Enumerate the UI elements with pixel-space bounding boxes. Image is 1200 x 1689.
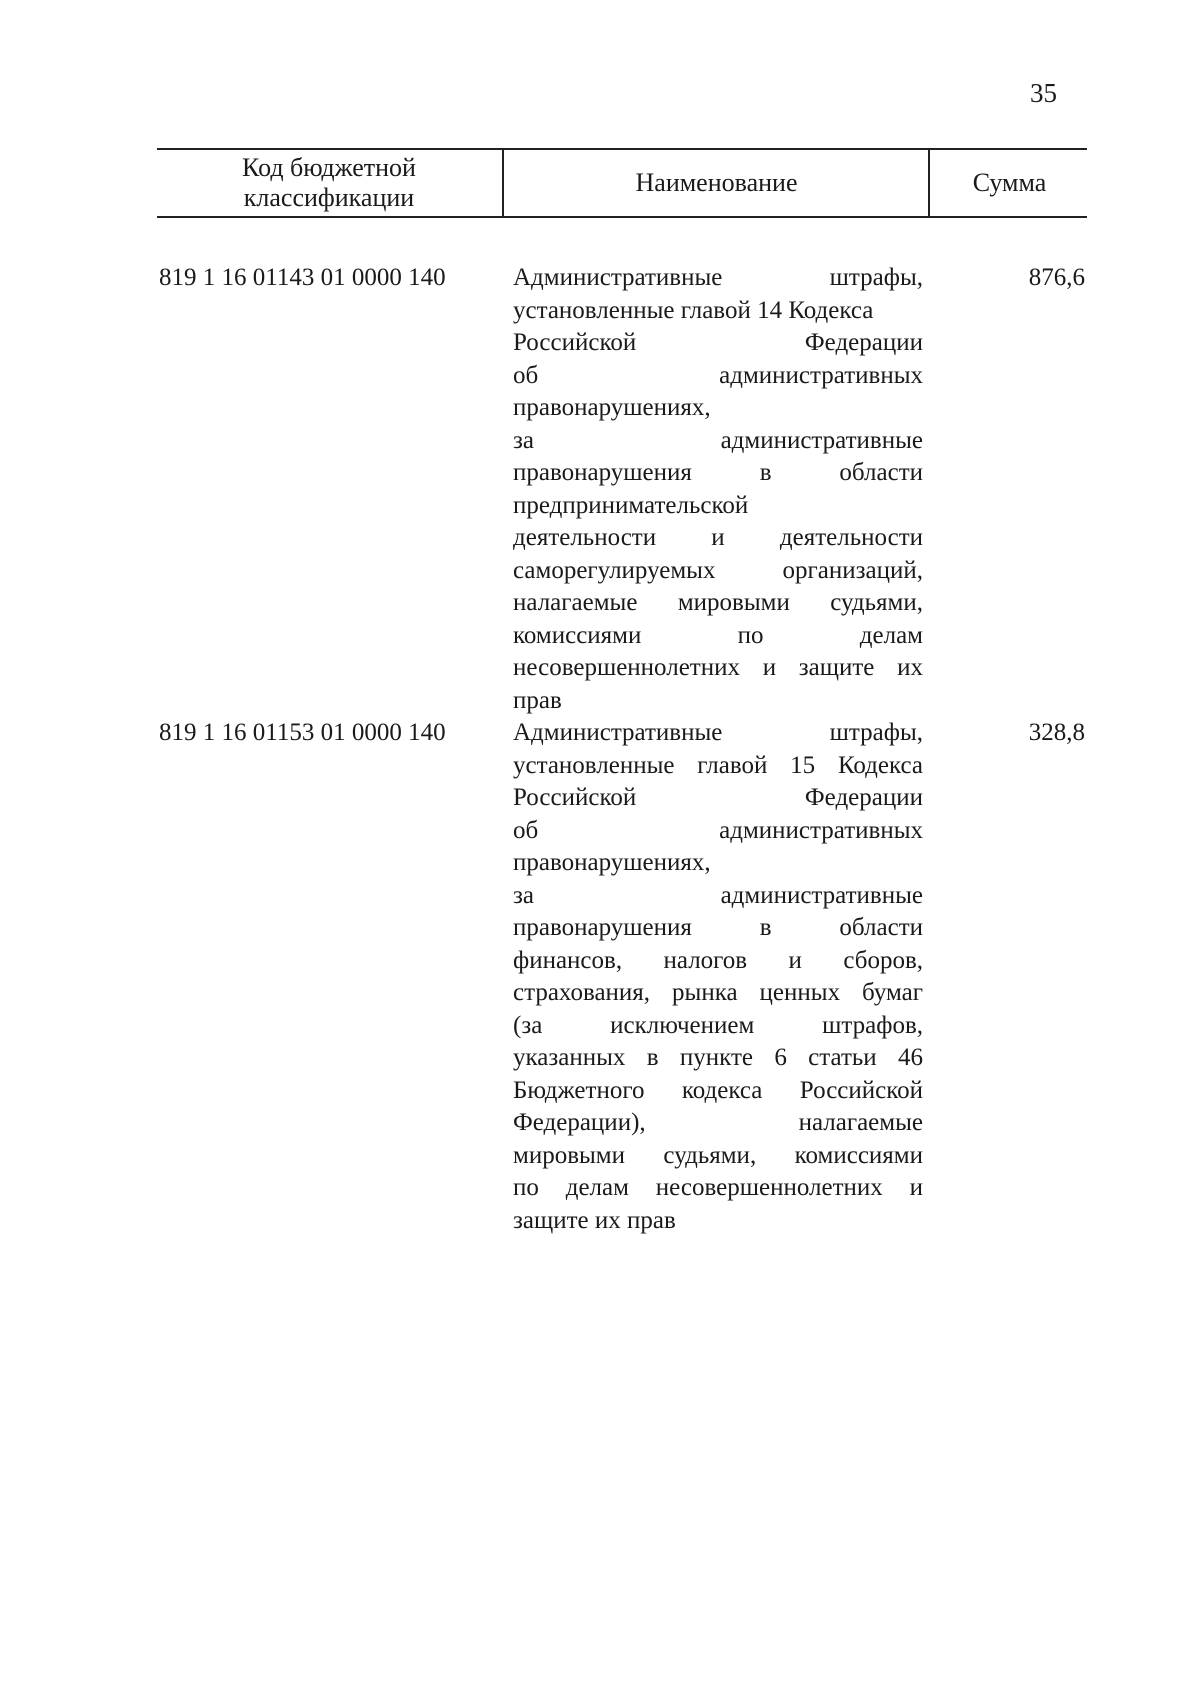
row-description	[513, 717, 923, 1237]
row-description	[513, 262, 923, 717]
description-line: финансов, налогов и сборов,	[513, 946, 923, 974]
description-line: за административные	[513, 426, 923, 454]
description-line: прав	[513, 686, 562, 714]
description-line: правонарушения в области	[513, 459, 923, 486]
description-line: деятельности и деятельности	[513, 524, 923, 551]
page-number: 35	[1030, 78, 1057, 108]
budget-code: 819 1 16 01143 01 0000 140	[159, 264, 446, 291]
description-line: об административных	[513, 361, 923, 389]
description-line: установленные главой 14 Кодекса	[513, 296, 874, 324]
description-line: несовершеннолетних и защите их	[513, 654, 923, 681]
description-line: Административные штрафы,	[513, 719, 923, 746]
description-line: предпринимательской	[513, 491, 749, 519]
description-line: за административные	[513, 881, 923, 909]
description-line: об административных	[513, 816, 923, 844]
description-line: Российской Федерации	[513, 784, 923, 811]
description-line: саморегулируемых организаций,	[513, 556, 923, 584]
description-line: Федерации), налагаемые	[513, 1109, 923, 1136]
description-line: Российской Федерации	[513, 329, 923, 356]
description-line: по делам несовершеннолетних и	[513, 1174, 923, 1201]
description-line: установленные главой 15 Кодекса	[513, 751, 923, 779]
description-line: защите их прав	[513, 1206, 676, 1234]
description-line: налагаемые мировыми судьями,	[513, 589, 923, 616]
description-line: комиссиями по делам	[513, 621, 923, 649]
description-line: правонарушениях,	[513, 849, 711, 876]
description-line: страхования, рынка ценных бумаг	[513, 979, 923, 1006]
budget-code: 819 1 16 01153 01 0000 140	[159, 719, 446, 746]
header-name-column: Наименование	[502, 150, 929, 216]
header-code-line1: Код бюджетной	[242, 153, 416, 182]
description-line: мировыми судьями, комиссиями	[513, 1141, 923, 1169]
description-line: (за исключением штрафов,	[513, 1011, 923, 1039]
description-line: Административные штрафы,	[513, 264, 923, 291]
table-header	[157, 148, 1087, 218]
description-line: указанных в пункте 6 статьи 46	[513, 1044, 923, 1071]
header-sum-column: Сумма	[928, 150, 1089, 216]
header-code-column	[157, 150, 501, 216]
description-line: правонарушения в области	[513, 914, 923, 941]
header-code-line2: классификации	[243, 183, 415, 212]
row-sum: 328,8	[1028, 719, 1085, 746]
row-sum: 876,6	[1028, 264, 1085, 291]
description-line: Бюджетного кодекса Российской	[513, 1076, 923, 1104]
description-line: правонарушениях,	[513, 394, 711, 421]
